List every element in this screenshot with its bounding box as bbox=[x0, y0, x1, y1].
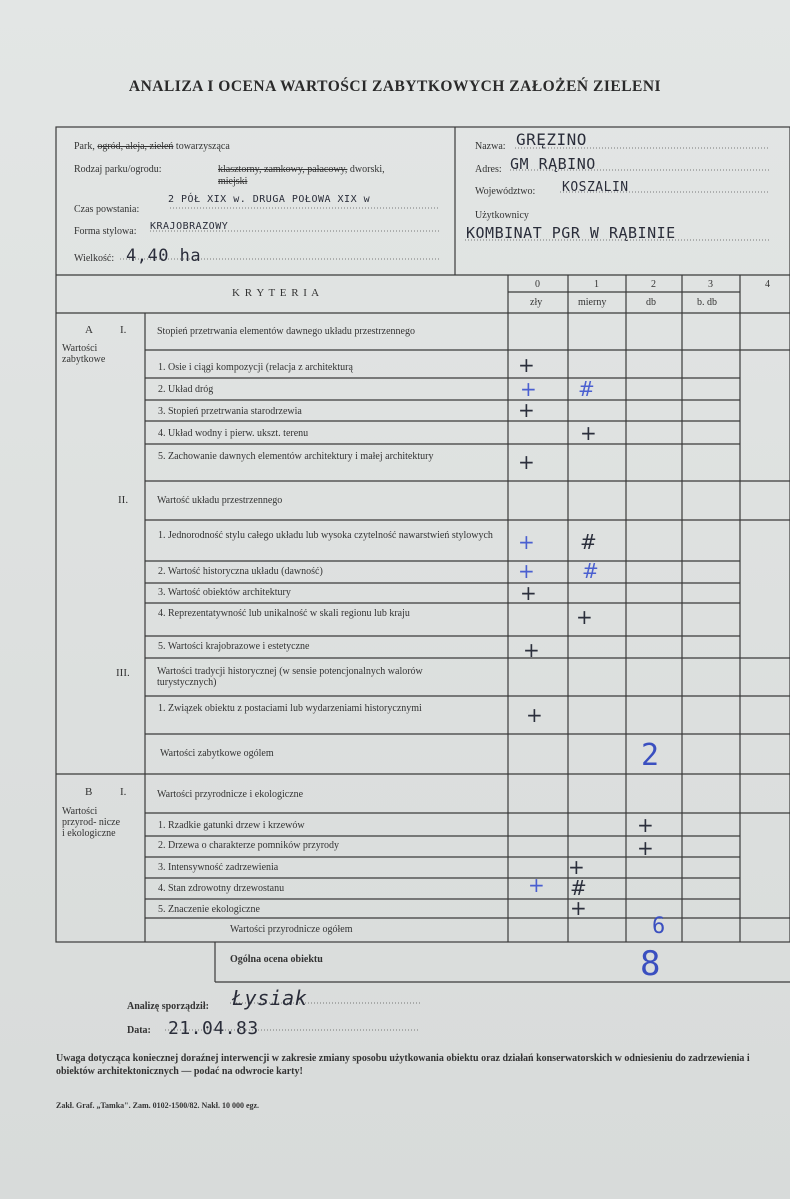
printer-info: Zakł. Graf. „Tamka". Zam. 0102-1500/82. Nakł. 10 000 egz. bbox=[56, 1101, 260, 1110]
total-b-label: Wartości przyrodnicze ogółem bbox=[230, 924, 353, 935]
scale-3: 3 bbox=[708, 279, 713, 290]
total-b-value: 6 bbox=[652, 914, 666, 939]
date-label: Data: bbox=[127, 1025, 151, 1036]
mark-plus: + bbox=[528, 873, 545, 897]
warning-note: Uwaga dotycząca koniecznej doraźnej interwencji w zakresie zmiany sposobu użytkowania obiektu oraz działań konserwatorskich w odniesieniu do zadrzewienia i obiektów architektonicznych — podać na odwrocie karty! bbox=[56, 1053, 750, 1077]
adres-label: Adres: bbox=[475, 164, 502, 175]
row-a1-1: 1. Osie i ciągi kompozycji (relacja z architekturą bbox=[158, 362, 353, 373]
prepared-label: Analizę sporządził: bbox=[127, 1001, 209, 1012]
czas-label: Czas powstania: bbox=[74, 204, 140, 215]
row-a2-3: 3. Wartość obiektów architektury bbox=[158, 587, 291, 598]
rodzaj-line2: miejski bbox=[218, 176, 248, 187]
group-a2-title: Wartość układu przestrzennego bbox=[157, 495, 283, 506]
woj-value: KOSZALIN bbox=[562, 180, 629, 195]
rodzaj-struck: klasztorny, zamkowy, pałacowy, bbox=[218, 164, 348, 175]
mark-plus: + bbox=[518, 559, 535, 583]
czas-value: 2 PÓŁ XIX w. DRUGA POŁOWA XIX w bbox=[168, 194, 371, 205]
uzyt-label: Użytkownicy bbox=[475, 210, 529, 221]
row-b1-5: 5. Znaczenie ekologiczne bbox=[158, 904, 260, 915]
group-b1-title: Wartości przyrodnicze i ekologiczne bbox=[157, 789, 304, 800]
mark-hash: # bbox=[580, 530, 597, 554]
scale-4: 4 bbox=[765, 279, 770, 290]
prepared-value: Łysiak bbox=[232, 986, 308, 1010]
scale-word-0: zły bbox=[530, 297, 543, 308]
row-a2-5: 5. Wartości krajobrazowe i estetyczne bbox=[158, 641, 310, 652]
mark-plus: + bbox=[526, 703, 543, 727]
forma-label: Forma stylowa: bbox=[74, 226, 137, 237]
page-title: ANALIZA I OCENA WARTOŚCI ZABYTKOWYCH ZAŁOŻEŃ ZIELENI bbox=[128, 78, 662, 95]
group-a1-title: Stopień przetrwania elementów dawnego układu przestrzennego bbox=[157, 326, 415, 337]
overall-label: Ogólna ocena obiektu bbox=[230, 954, 323, 965]
woj-label: Województwo: bbox=[475, 186, 536, 197]
mark-plus: + bbox=[580, 421, 597, 445]
rodzaj-rest: dworski, bbox=[349, 164, 385, 175]
row-b1-3: 3. Intensywność zadrzewienia bbox=[158, 862, 279, 873]
total-a-label: Wartości zabytkowe ogólem bbox=[160, 748, 274, 759]
date-value: 21.04.83 bbox=[168, 1018, 259, 1039]
wielkosc-value: 4,40 ha bbox=[126, 246, 202, 266]
rodzaj-options bbox=[218, 164, 385, 175]
row-a1-4: 4. Układ wodny i pierw. ukszt. terenu bbox=[158, 428, 309, 439]
mark-plus: + bbox=[518, 530, 535, 554]
overall-value: 8 bbox=[640, 944, 661, 984]
mark-plus: + bbox=[568, 855, 585, 879]
mark-plus: + bbox=[523, 638, 540, 662]
forma-value: KRAJOBRAZOWY bbox=[150, 221, 229, 232]
row-a1-2: 2. Układ dróg bbox=[158, 384, 214, 395]
park-type-line bbox=[74, 141, 230, 152]
rodzaj-label: Rodzaj parku/ogrodu: bbox=[74, 164, 162, 175]
section-b-letter: B bbox=[85, 786, 93, 798]
row-a3-1: 1. Związek obiektu z postaciami lub wydarzeniami historycznymi bbox=[158, 703, 422, 714]
section-b-label: Wartości przyrod- nicze i ekologiczne bbox=[62, 806, 121, 839]
scale-0: 0 bbox=[535, 279, 540, 290]
row-b1-4: 4. Stan zdrowotny drzewostanu bbox=[158, 883, 285, 894]
mark-plus: + bbox=[570, 896, 587, 920]
mark-hash: # bbox=[570, 876, 587, 900]
adres-value: GM RĄBINO bbox=[510, 155, 596, 173]
nazwa-value: GRĘZINO bbox=[516, 130, 587, 149]
mark-plus: + bbox=[520, 377, 537, 401]
mark-hash: # bbox=[582, 559, 599, 583]
park-struck-options: ogród, aleja, zieleń bbox=[97, 141, 174, 152]
row-a2-4: 4. Reprezentatywność lub unikalność w skali regionu lub kraju bbox=[158, 608, 410, 619]
scale-2: 2 bbox=[651, 279, 656, 290]
row-a1-3: 3. Stopień przetrwania starodrzewia bbox=[158, 406, 302, 417]
section-a-letter: A bbox=[85, 324, 93, 336]
group-a3-title: Wartości tradycji historycznej (w sensie potencjonalnych walorów turystycznych) bbox=[157, 666, 423, 688]
row-a2-1: 1. Jednorodność stylu całego układu lub wysoka czytelność nawarstwień stylowych bbox=[158, 530, 493, 541]
row-b1-1: 1. Rzadkie gatunki drzew i krzewów bbox=[158, 820, 305, 831]
mark-plus: + bbox=[518, 398, 535, 422]
scale-word-1: mierny bbox=[578, 297, 607, 308]
mark-plus: + bbox=[518, 353, 535, 377]
kryteria-heading: K R Y T E R I A bbox=[232, 287, 321, 299]
section-a-label: Wartości zabytkowe bbox=[62, 343, 106, 365]
mark-hash: # bbox=[578, 377, 595, 401]
mark-plus: + bbox=[637, 813, 654, 837]
mark-plus: + bbox=[520, 581, 537, 605]
mark-plus: + bbox=[518, 450, 535, 474]
total-a-value: 2 bbox=[641, 738, 660, 773]
park-rest: towarzysząca bbox=[175, 141, 230, 152]
mark-plus: + bbox=[576, 605, 593, 629]
scale-1: 1 bbox=[594, 279, 599, 290]
group-a2-roman: II. bbox=[118, 494, 129, 506]
group-a3-roman: III. bbox=[116, 667, 130, 679]
row-a1-5: 5. Zachowanie dawnych elementów architektury i małej architektury bbox=[158, 451, 434, 462]
scale-word-3: b. db bbox=[697, 297, 717, 308]
nazwa-label: Nazwa: bbox=[475, 141, 506, 152]
scale-word-2: db bbox=[646, 297, 656, 308]
mark-plus: + bbox=[637, 836, 654, 860]
row-b1-2: 2. Drzewa o charakterze pomników przyrody bbox=[158, 840, 340, 851]
row-a2-2: 2. Wartość historyczna układu (dawność) bbox=[158, 566, 323, 577]
park-word: Park, bbox=[74, 141, 95, 152]
uzyt-value: KOMBINAT PGR W RĄBINIE bbox=[466, 224, 676, 242]
section-a-roman: I. bbox=[120, 324, 127, 336]
wielkosc-label: Wielkość: bbox=[74, 253, 115, 264]
section-b-roman: I. bbox=[120, 786, 127, 798]
